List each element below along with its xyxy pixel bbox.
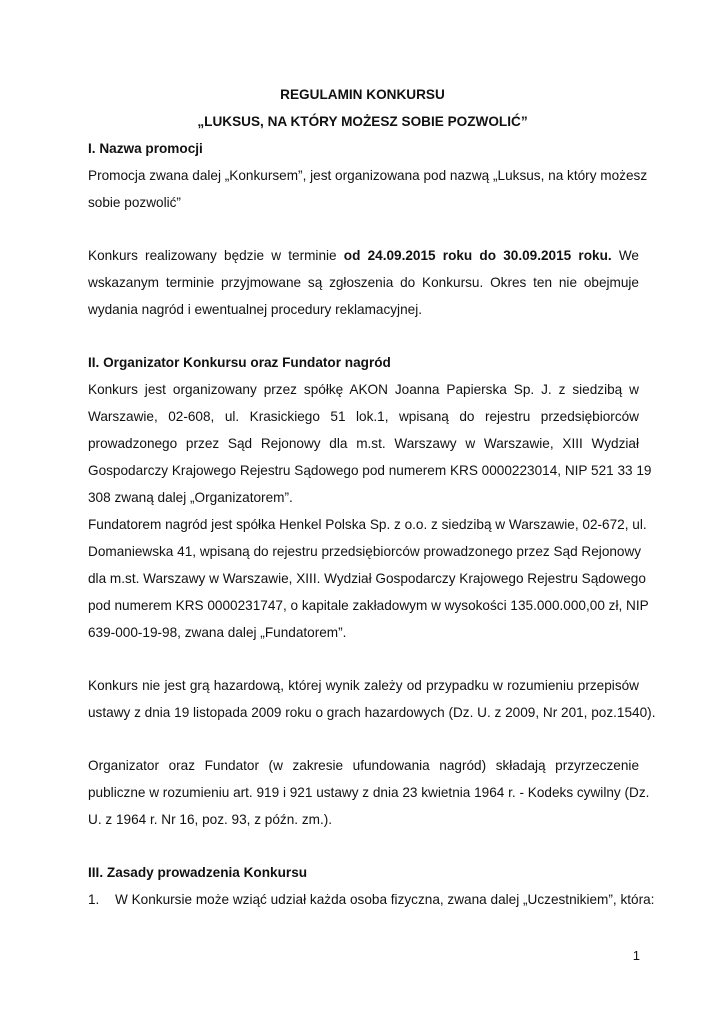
period-dates: od 24.09.2015 roku do 30.09.2015 roku. xyxy=(343,248,612,263)
section-2-paragraph-2-line-3: dla m.st. Warszawy w Warszawie, XIII. Wydział Gospodarczy Krajowego Rejestru Sądowego xyxy=(88,571,646,586)
section-1-paragraph-2-line-2: wskazanym terminie przyjmowane są zgłoszenia do Konkursu. Okres ten nie obejmuje xyxy=(88,275,639,290)
contest-name-title: „LUKSUS, NA KTÓRY MOŻESZ SOBIE POZWOLIĆ” xyxy=(197,114,528,129)
section-2-heading: II. Organizator Konkursu oraz Fundator nagród xyxy=(88,355,391,370)
section-3-heading: III. Zasady prowadzenia Konkursu xyxy=(88,865,308,880)
section-2-paragraph-2-line-5: 639-000-19-98, zwana dalej „Fundatorem”. xyxy=(88,625,347,640)
section-2-paragraph-2-line-1: Fundatorem nagród jest spółka Henkel Polska Sp. z o.o. z siedzibą w Warszawie, 02-672, ul. xyxy=(88,517,647,532)
section-2-paragraph-1-line-2: Warszawie, 02-608, ul. Krasickiego 51 lok.1, wpisaną do rejestru przedsiębiorców xyxy=(88,409,639,424)
section-2-paragraph-4-line-1: Organizator oraz Fundator (w zakresie ufundowania nagród) składają przyrzeczenie xyxy=(88,758,639,773)
period-intro-text: Konkurs realizowany będzie w terminie xyxy=(88,248,337,263)
list-item-number: 1. xyxy=(88,892,100,907)
list-item-text: W Konkursie może wziąć udział każda osoba fizyczna, zwana dalej „Uczestnikiem”, która: xyxy=(115,892,655,907)
page-number: 1 xyxy=(632,948,640,963)
section-2-paragraph-2-line-4: pod numerem KRS 0000231747, o kapitale zakładowym w wysokości 135.000.000,00 zł, NIP xyxy=(88,598,649,613)
section-2-paragraph-2-line-2: Domaniewska 41, wpisaną do rejestru przedsiębiorców prowadzonego przez Sąd Rejonowy xyxy=(88,544,642,559)
section-2-paragraph-4-line-3: U. z 1964 r. Nr 16, poz. 93, z późn. zm.). xyxy=(88,812,333,827)
section-2-paragraph-1-line-5: 308 zwaną dalej „Organizatorem”. xyxy=(88,490,293,505)
section-2-paragraph-3-line-2: ustawy z dnia 19 listopada 2009 roku o grach hazardowych (Dz. U. z 2009, Nr 201, poz.1540). xyxy=(88,705,656,720)
section-1-paragraph-2-line-1 xyxy=(88,247,639,265)
document-title: REGULAMIN KONKURSU xyxy=(280,87,445,102)
section-1-paragraph-2-line-3: wydania nagród i ewentualnej procedury reklamacyjnej. xyxy=(88,302,422,317)
section-2-paragraph-3-line-1: Konkurs nie jest grą hazardową, której wynik zależy od przypadku w rozumieniu przepisów xyxy=(88,678,639,693)
section-2-paragraph-1-line-3: prowadzonego przez Sąd Rejonowy dla m.st. Warszawy w Warszawie, XIII Wydział xyxy=(88,436,639,451)
section-2-paragraph-1-line-4: Gospodarczy Krajowego Rejestru Sądowego pod numerem KRS 0000223014, NIP 521 33 19 xyxy=(88,463,652,478)
section-1-paragraph-1-line-1: Promocja zwana dalej „Konkursem”, jest organizowana pod nazwą „Luksus, na który możesz xyxy=(88,168,648,183)
period-continuation: We xyxy=(618,248,639,263)
section-2-paragraph-4-line-2: publiczne w rozumieniu art. 919 i 921 ustawy z dnia 23 kwietnia 1964 r. - Kodeks cywilny (Dz. xyxy=(88,785,650,800)
section-1-paragraph-1-line-2: sobie pozwolić” xyxy=(88,195,181,210)
section-2-paragraph-1-line-1: Konkurs jest organizowany przez spółkę AKON Joanna Papierska Sp. J. z siedzibą w xyxy=(88,382,639,397)
section-1-heading: I. Nazwa promocji xyxy=(88,141,203,156)
